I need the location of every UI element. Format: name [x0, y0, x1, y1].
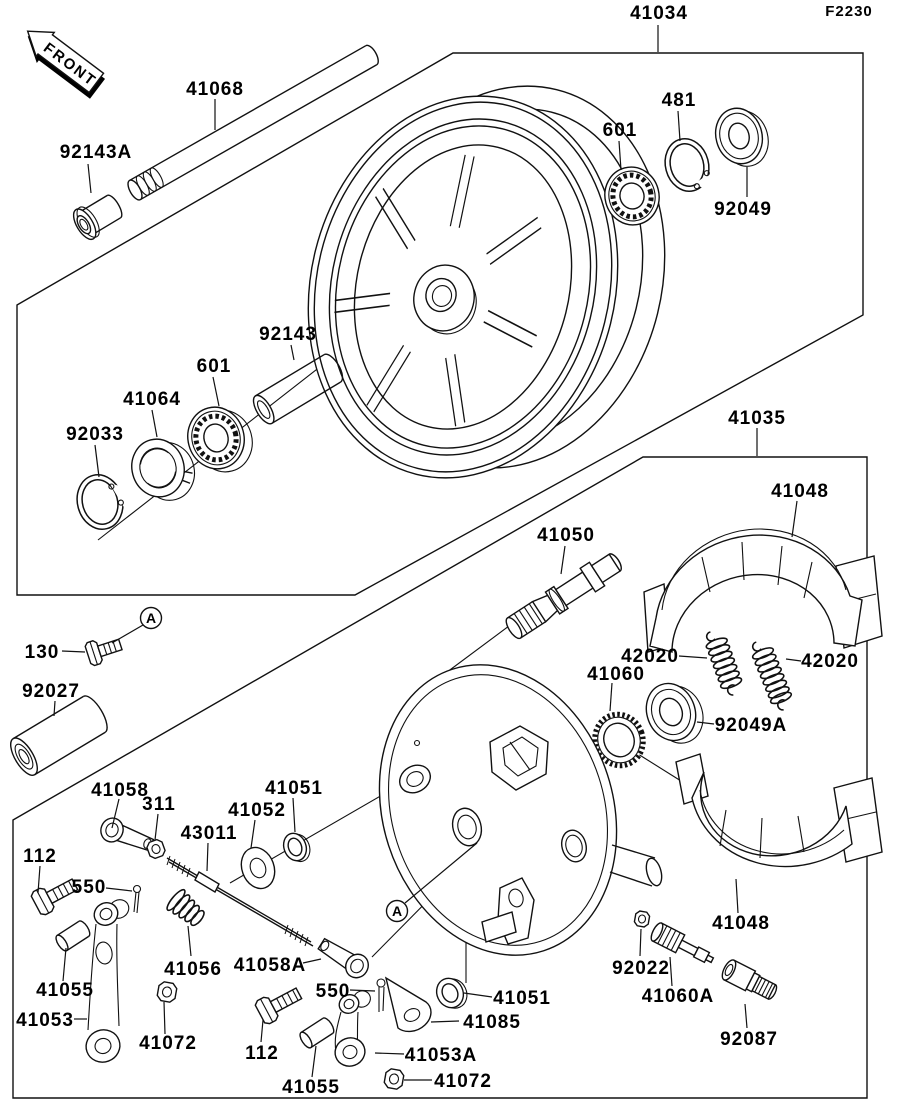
- circlip-left: [74, 470, 135, 531]
- adjuster-bushing: [720, 958, 780, 1003]
- rod-spring: [165, 887, 209, 930]
- callout-bolt-a: 130: [24, 642, 60, 663]
- spacer-collar: [5, 692, 111, 779]
- callout-adjuster-bushing: 92087: [720, 1029, 778, 1050]
- tie-rod-end-upper: [97, 815, 155, 856]
- callout-nut-small: 311: [142, 794, 176, 815]
- callout-oil-seal-inner: 92049A: [714, 715, 788, 736]
- marker-a-top-label: A: [145, 610, 157, 626]
- callout-brake-lever-front: 41053: [16, 1010, 74, 1031]
- return-spring-left: [702, 627, 746, 698]
- callout-brake-lever-rear: 41053A: [404, 1045, 478, 1066]
- callout-pin-center: 41055: [282, 1077, 340, 1098]
- callout-oil-seal-right: 92049: [714, 199, 772, 220]
- cotter-pin-right: [377, 979, 385, 1012]
- callout-speedo-pinion: 41060A: [641, 986, 715, 1007]
- callout-bolt-center: 112: [245, 1043, 279, 1064]
- bolt-center: [254, 982, 305, 1026]
- callout-cotter-pin-right: 550: [315, 981, 351, 1002]
- washer-large: [236, 843, 280, 893]
- callout-washer-lower: 41051: [493, 988, 551, 1009]
- washer-upper: [280, 829, 314, 866]
- marker-a-bottom-label: A: [391, 903, 403, 919]
- front-sign-label: FRONT: [40, 39, 100, 91]
- cam-lever-plate: [386, 978, 431, 1031]
- callout-brake-shoe-bottom: 41048: [712, 913, 770, 934]
- callout-center-collar: 92143: [259, 324, 317, 345]
- tie-rod-end-lower: [315, 934, 373, 982]
- callout-tie-rod-end-upper: 41058: [91, 780, 149, 801]
- callout-spring-left: 42020: [621, 646, 679, 667]
- cotter-pin-left: [134, 886, 141, 914]
- return-spring-right: [748, 637, 796, 713]
- callout-rod-spring: 41056: [164, 959, 222, 980]
- callout-tie-rod-end-lower: 41058A: [233, 955, 307, 976]
- brake-shoe-top: [644, 529, 882, 652]
- front-direction-sign: [16, 19, 108, 100]
- nut-right: [383, 1068, 404, 1090]
- rod-adjuster-sleeve: [195, 872, 219, 892]
- axle-shaft: [125, 43, 381, 202]
- callout-washer-large: 41052: [228, 800, 286, 821]
- washer-small: [634, 910, 650, 927]
- callout-axle: 41068: [186, 79, 244, 100]
- callout-circlip-right: 481: [661, 90, 697, 111]
- callout-brake-camshaft: 41050: [537, 525, 595, 546]
- callout-bearing-left: 601: [196, 356, 232, 377]
- callout-cam-lever-plate: 41085: [463, 1012, 521, 1033]
- callout-axle-collar: 92143A: [59, 142, 133, 163]
- nut-left: [156, 981, 177, 1003]
- pin-left: [54, 919, 92, 953]
- callout-washer-small: 92022: [612, 958, 670, 979]
- callout-pin-left: 41055: [36, 980, 94, 1001]
- callout-circlip-left: 92033: [66, 424, 124, 445]
- marker-a-top: [112, 608, 162, 644]
- callout-washer-upper: 41051: [265, 778, 323, 799]
- callout-bolt-left: 112: [23, 846, 57, 867]
- oil-seal-inner: [639, 674, 711, 752]
- axle-collar: [69, 190, 127, 243]
- brake-shoe-bottom: [676, 754, 882, 866]
- wheel-bearing-left: [181, 399, 259, 480]
- bolt-a: [84, 633, 124, 666]
- brake-backing-plate: [343, 634, 664, 987]
- callout-wheel-assembly: 41034: [630, 3, 688, 24]
- fiche-code: F2230: [825, 3, 873, 20]
- callout-bearing-right: 601: [602, 120, 638, 141]
- callout-brake-shoe-top: 41048: [771, 481, 829, 502]
- callout-speedo-gear: 41060: [587, 664, 645, 685]
- circlip-right: [662, 137, 714, 199]
- callout-nut-right: 41072: [434, 1071, 492, 1092]
- callout-hub-assembly: 41035: [728, 408, 786, 429]
- callout-cotter-pin-left: 550: [71, 877, 107, 898]
- callout-nut-left: 41072: [139, 1033, 197, 1054]
- callout-bearing-retainer: 41064: [123, 389, 181, 410]
- brake-camshaft: [502, 548, 626, 642]
- callout-spacer-collar: 92027: [22, 681, 80, 702]
- pin-center: [298, 1016, 336, 1050]
- callout-brake-rod: 43011: [180, 823, 238, 844]
- oil-seal-right: [710, 102, 775, 173]
- callout-spring-right: 42020: [801, 651, 859, 672]
